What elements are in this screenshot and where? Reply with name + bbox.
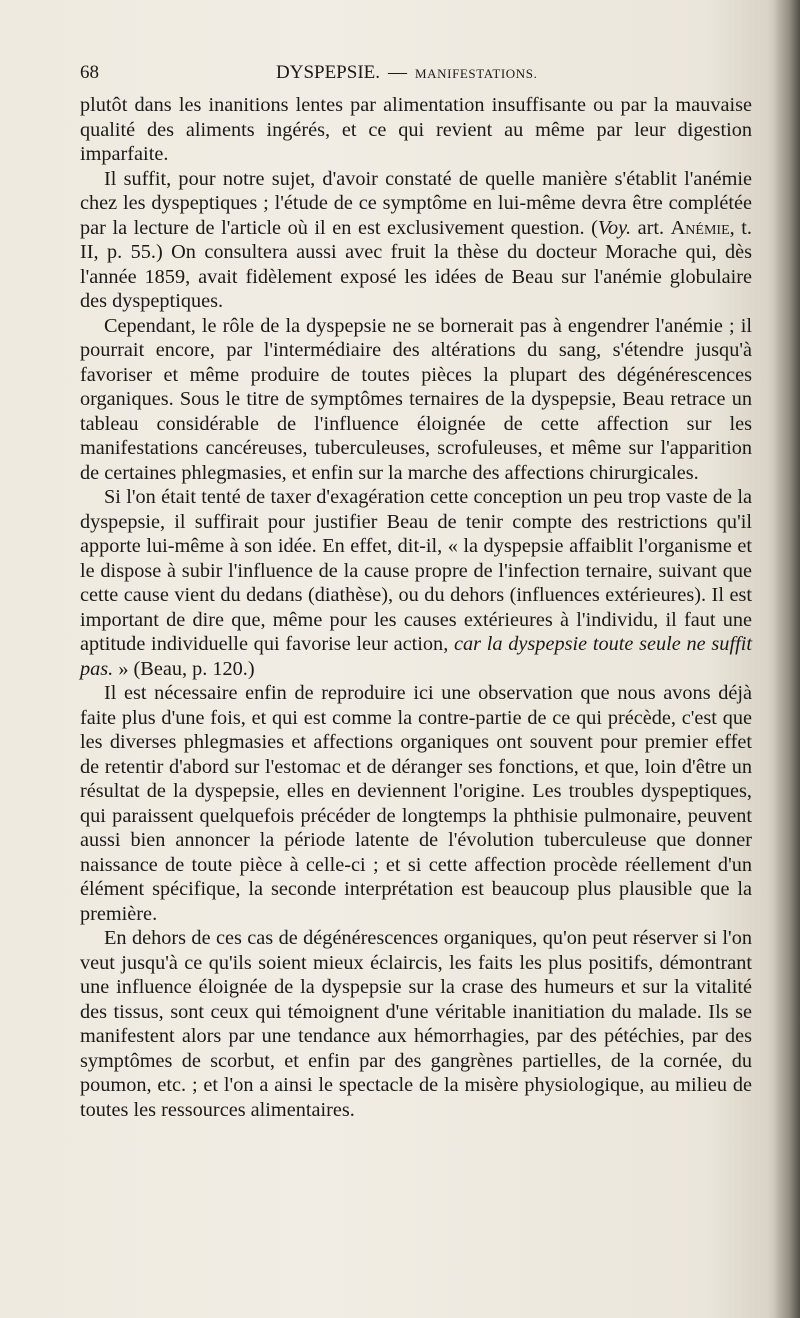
running-head-separator: — bbox=[388, 62, 407, 83]
paragraph-2 bbox=[80, 167, 752, 314]
anemie-reference: Anémie bbox=[670, 216, 730, 239]
spine-shadow bbox=[774, 0, 800, 1318]
beau-quote-italic: car la dyspepsie toute seule ne suffit pas. bbox=[80, 633, 752, 680]
page-number: 68 bbox=[80, 62, 99, 83]
paragraph-3: Cependant, le rôle de la dyspepsie ne se bornerait pas à engendrer l'anémie ; il pourrait encore, par l'intermédiaire des altérations du sang, s'étendre jusqu'à favoriser et même produire de toutes pièces la plupart des dégénérescences organiques. Sous le titre de symptômes ternaires de la dyspepsie, Beau retrace un tableau considérable de l'influence éloignée de cette affection sur les manifestations cancéreuses, tuberculeuses, scrofuleuses, et même sur l'apparition de certaines phlegmasies, et enfin sur la marche des affections chirurgicales. bbox=[80, 314, 752, 484]
art-text: art. bbox=[631, 216, 671, 239]
paragraph-2-text-after: , t. II, p. 55.) On consultera aussi avec fruit la thèse du docteur Morache qui, dès l'année 1859, avait fidèlement exposé les idées de Beau sur l'anémie globulaire des dyspeptiques. bbox=[80, 216, 752, 312]
page-header bbox=[80, 60, 752, 90]
paragraph-4-text-before: Si l'on était tenté de taxer d'exagération cette conception un peu trop vaste de la dyspepsie, il suffirait pour justifier Beau de tenir compte des restrictions qu'il apporte lui-même à son idée. En effet, dit-il, « la dyspepsie affaiblit l'organisme et le dispose à subir l'influence de la cause propre de l'infection ternaire, suivant que cette cause vient du dedans (diathèse), ou du dehors (influences extérieures). Il est important de dire que, même pour les causes extérieures à l'individu, il faut une aptitude individuelle qui favorise leur action, bbox=[80, 486, 752, 655]
body-text bbox=[80, 93, 752, 1122]
running-head bbox=[276, 62, 537, 84]
paragraph-1: plutôt dans les inanitions lentes par alimentation insuffisante ou par la mauvaise qualité des aliments ingérés, et ce qui revient au même par leur digestion imparfaite. bbox=[80, 94, 752, 165]
paragraph-4-text-after: » (Beau, p. 120.) bbox=[113, 657, 255, 680]
paragraph-4 bbox=[80, 485, 752, 681]
running-head-subtitle: MANIFESTATIONS. bbox=[415, 66, 538, 81]
running-head-title: DYSPEPSIE. bbox=[276, 62, 380, 83]
paragraph-5: Il est nécessaire enfin de reproduire ici une observation que nous avons déjà faite plus d'une fois, et qui est comme la contre-partie de ce qui précède, c'est que les diverses phlegmasies et affections organiques ont souvent pour premier effet de retentir d'abord sur l'estomac et de déranger ses fonctions, et que, loin d'être un résultat de la dyspepsie, elles en deviennent l'origine. Les troubles dyspeptiques, qui paraissent quelquefois précéder de longtemps la phthisie pulmonaire, peuvent aussi bien annoncer la période latente de l'évolution tuberculeuse que donner naissance de toute pièce à celle-ci ; et si cette affection procède réellement d'un élément spécifique, la seconde interprétation est beaucoup plus plausible que la première. bbox=[80, 682, 752, 925]
voy-abbreviation: Voy. bbox=[597, 216, 632, 239]
paragraph-2-text-before: Il suffit, pour notre sujet, d'avoir constaté de quelle manière s'établit l'anémie chez les dyspeptiques ; l'étude de ce symptôme en lui-même devra être complétée par la lecture de l'article où il en est exclusivement question. ( bbox=[80, 167, 752, 239]
paragraph-6: En dehors de ces cas de dégénérescences organiques, qu'on peut réserver si l'on veut jusqu'à ce qu'ils soient mieux éclaircis, les faits les plus positifs, démontrant une influence éloignée de la dyspepsie sur la crase des humeurs et sur la vitalité des tissus, sont ceux qui témoignent d'une véritable inanitiation du malade. Ils se manifestent alors par une tendance aux hémorrhagies, par des pétéchies, par des symptômes de scorbut, et enfin par des gangrènes partielles, de la cornée, du poumon, etc. ; et l'on a ainsi le spectacle de la misère physiologique, au milieu de toutes les ressources alimentaires. bbox=[80, 927, 752, 1121]
